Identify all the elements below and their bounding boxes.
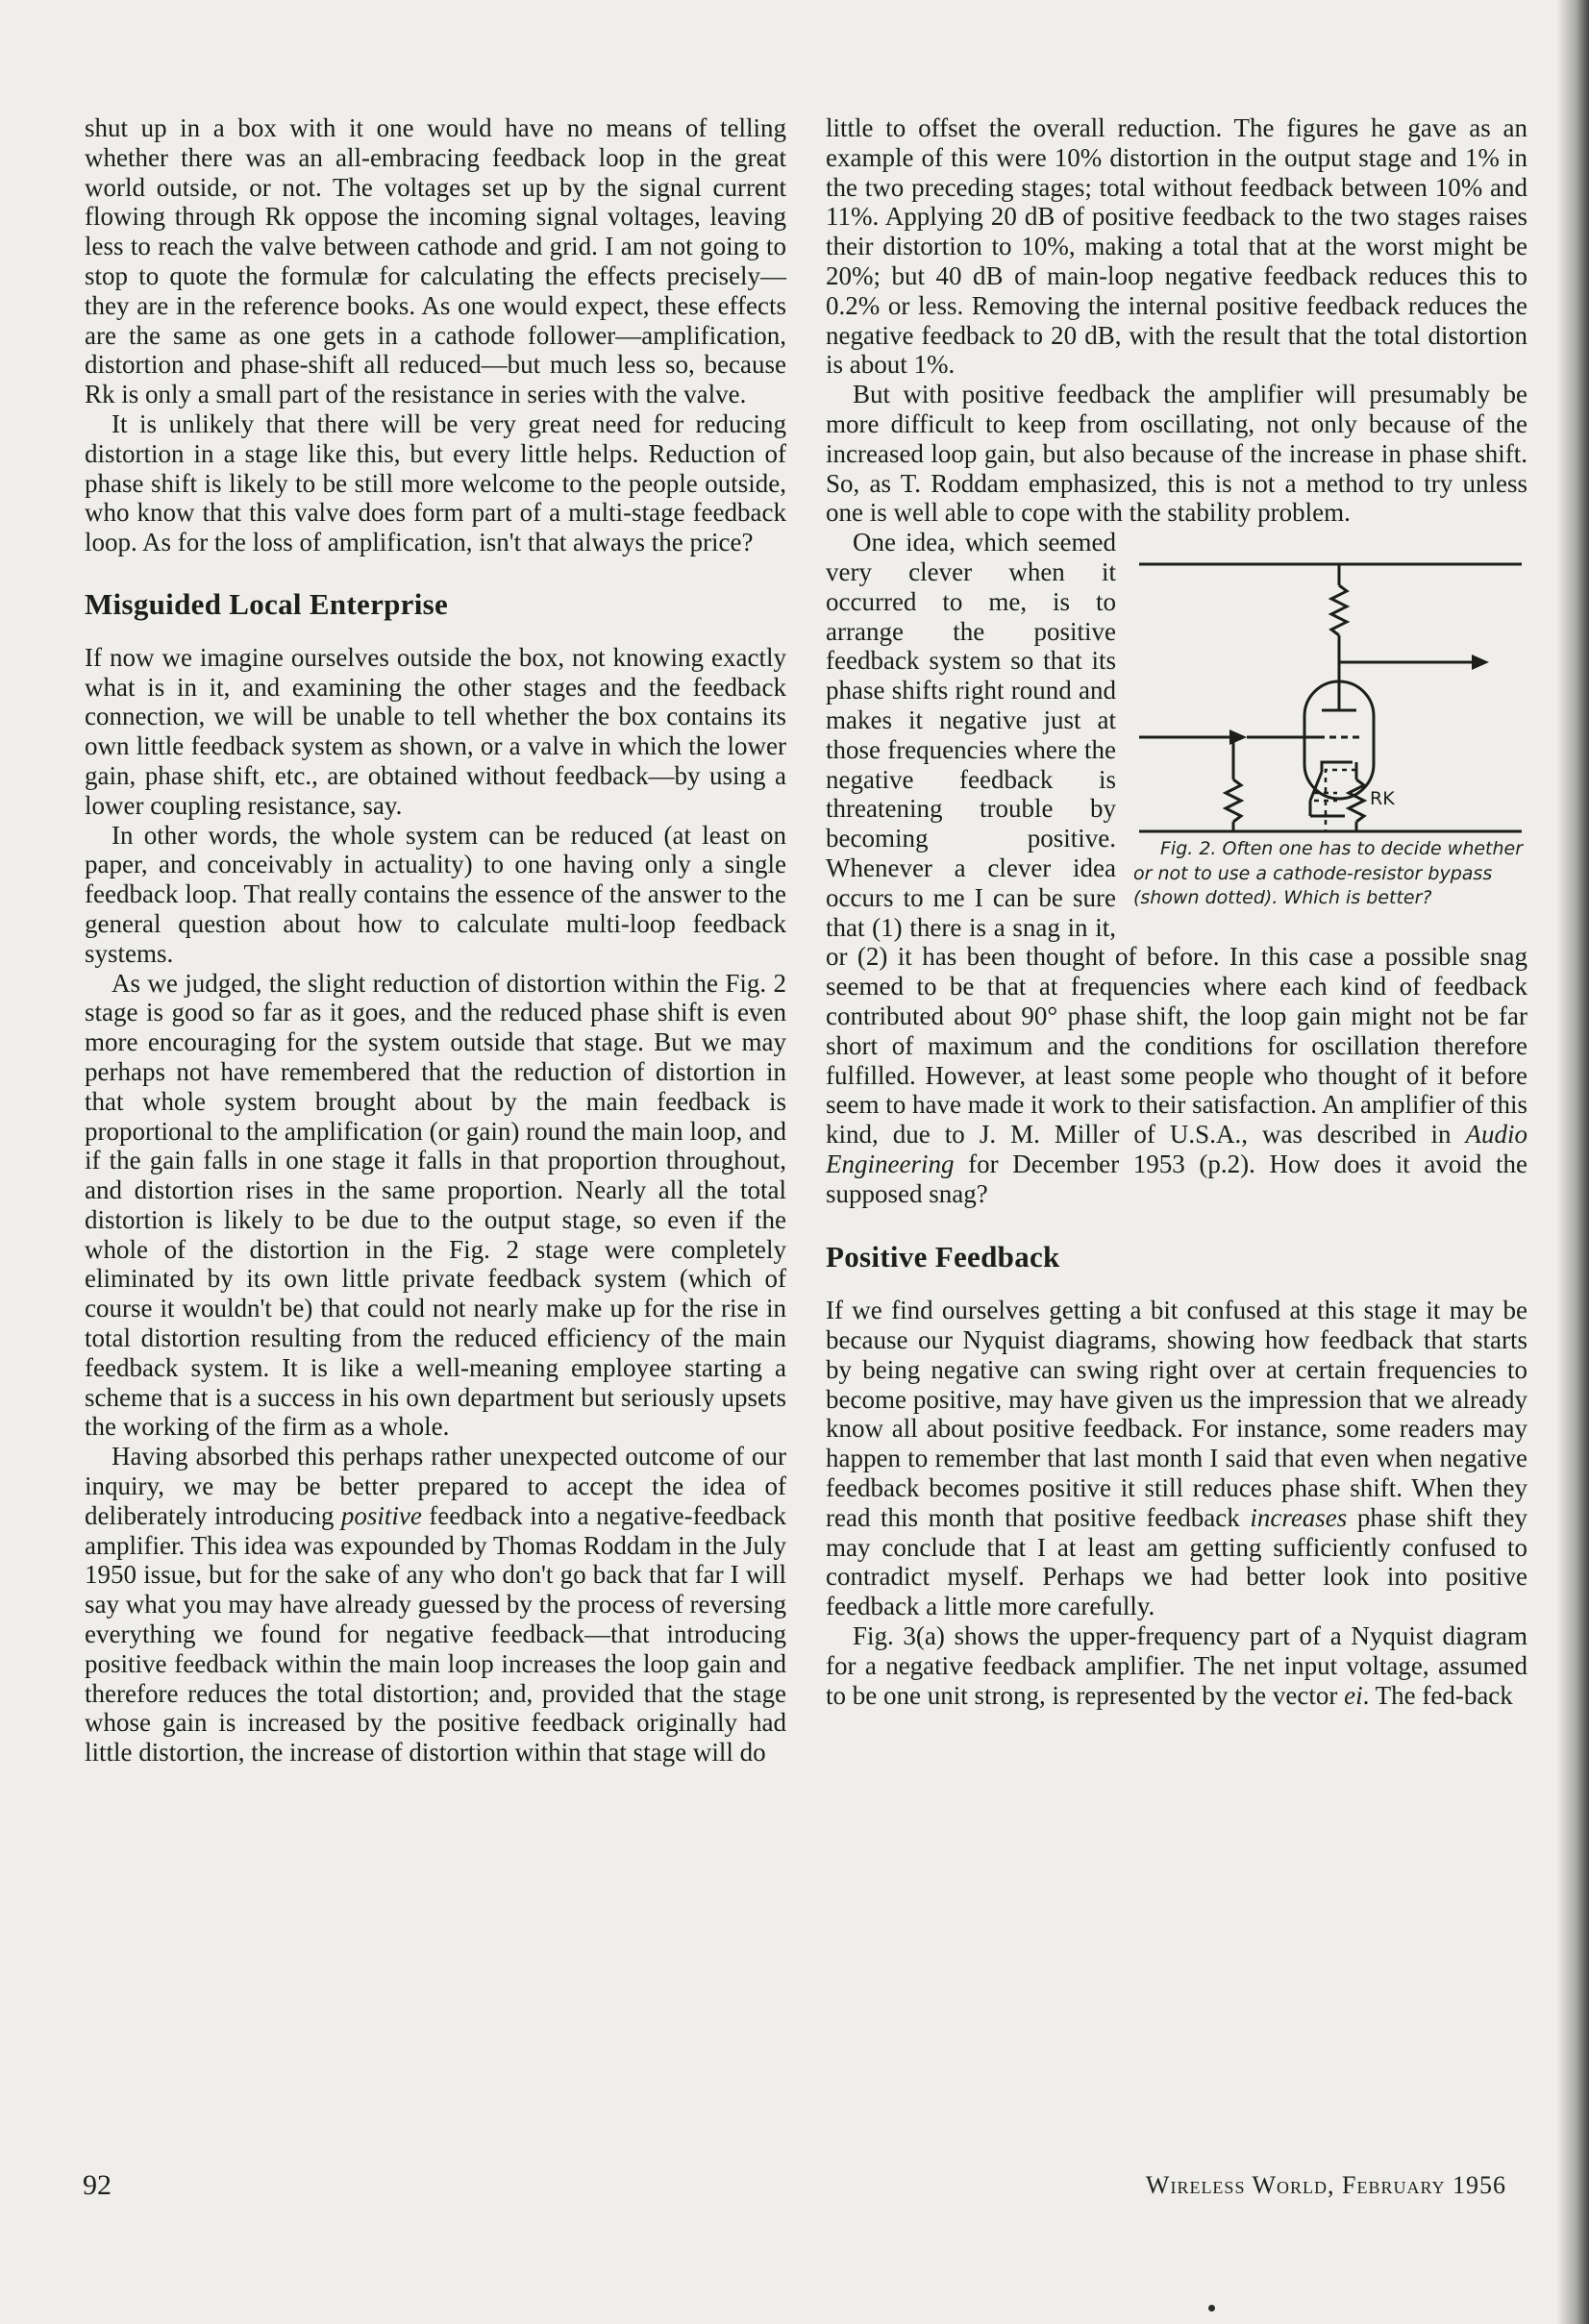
text-run: If we find ourselves getting a bit confused at this stage it may be because our Nyquist diagrams, showing how feedback that starts by being negative can swing right over at certain frequencies to become positive, may have given us the impression that we already know all about positive feedback. For instance, some readers may happen to remember that last month I said that even when negative feedback becomes positive it still reduces phase shift. When they read this month that positive feedback bbox=[826, 1296, 1527, 1532]
figure-caption: Fig. 2. Often one has to decide whether or not to use a cathode-resistor bypass (shown dotted). Which is better? bbox=[1133, 838, 1524, 909]
paragraph: If now we imagine ourselves outside the box, not knowing exactly what is in it, and examining the other stages and the feedback connection, we will be unable to tell whether the box contains its own little feedback system as shown, or a valve in which the lower gain, phase shift, etc., are obtained without feedback—by using a lower coupling resistance, say. bbox=[85, 642, 786, 820]
paragraph bbox=[85, 1442, 786, 1768]
text-run: Fig. 3(a) shows the upper-frequency part of a Nyquist diagram for a negative feedback amplifier. The net input voltage, assumed to be one unit strong, is represented by the vector bbox=[826, 1621, 1527, 1710]
page-edge-shadow bbox=[1556, 0, 1589, 2324]
emphasis: positive bbox=[340, 1500, 422, 1530]
text-run: for December 1953 (p.2). How does it avoid the supposed snag? bbox=[826, 1149, 1527, 1208]
paragraph bbox=[826, 380, 1527, 528]
text-run: feedback into a negative-feedback amplifier. This idea was expounded by Thomas Roddam in the July 1950 issue, but for the sake of any who don't go back that far I will say what you may have already guessed by the process of reversing everything we found for negative feedback—that introducing positive feedback within the main loop increases the loop gain and therefore reduces the total distortion; and, provided that the stage whose gain is increased by the positive feedback originally had little distortion, the increase of distortion within that stage will do bbox=[85, 1500, 786, 1768]
paragraph: As we judged, the slight reduction of distortion within the Fig. 2 stage is good so far as it goes, and the reduced phase shift is even more encouraging for the system outside that stage. But we may perhaps not have remembered that the reduction of distortion in that whole system brought about by the main feedback is proportional to the amplification (or gain) round the main loop, and if the gain falls in one stage it falls in that proportion throughout, and distortion rises in the same proportion. Nearly all the total distortion is likely to be due to the output stage, so even if the whole of the distortion in the Fig. 2 stage were completely eliminated by its own little private feedback system (which of course it wouldn't be) that could not nearly make up for the rise in total distortion resulting from the reduced efficiency of the main feedback system. It is like a well-meaning employee starting a scheme that is a success in his own department but seriously upsets the working of the firm as a whole. bbox=[85, 968, 786, 1442]
paragraph bbox=[826, 1621, 1527, 1710]
text-run: phase shift they may conclude that I at least am getting sufficiently confused to contradict myself. Perhaps we had better look into positive feedback a little more carefully. bbox=[826, 1502, 1527, 1621]
paragraph: little to offset the overall reduction. The figures he gave as an example of this were 10% distortion in the output stage and 1% in the two preceding stages; total without feedback between 10% and 11%. Applying 20 dB of positive feedback to the two stages raises their distortion to 10%, making a total that at the worst might be 20%; but 40 dB of main-loop negative feedback reduces this to 0.2% or less. Removing the internal positive feedback reduces the negative feedback to 20 dB, with the result that the total distortion is about 1%. bbox=[826, 113, 1527, 380]
page-number: 92 bbox=[83, 2169, 112, 2201]
emphasis: Audio Engineering bbox=[826, 1120, 1527, 1178]
scan-mark bbox=[1208, 2305, 1215, 2312]
circuit-diagram bbox=[1133, 558, 1527, 837]
text-run: But with positive feedback the amplifier will presumably be more difficult to keep from oscillating, not only because of the increased loop gain, but also because of the increase in phase shift. So, as T. Roddam emphasized, this is not a method to try unless one is well able to cope with the stability problem. bbox=[826, 380, 1527, 528]
journal-footer: Wireless World, February 1956 bbox=[1145, 2171, 1506, 2199]
left-column bbox=[85, 113, 786, 1768]
emphasis: ei bbox=[1344, 1680, 1363, 1710]
paragraph bbox=[826, 1296, 1527, 1621]
section-heading: Misguided Local Enterprise bbox=[85, 586, 449, 621]
text-run: . The fed-back bbox=[1362, 1680, 1513, 1710]
text-run: Having absorbed this perhaps rather unexpected outcome of our inquiry, we may be better prepared to accept the idea of deliberately introducing bbox=[85, 1442, 786, 1530]
right-column bbox=[826, 113, 1527, 1710]
paragraph: shut up in a box with it one would have no means of telling whether there was an all-embracing feedback loop in the great world outside, or not. The voltages set up by the signal current flowing through Rk oppose the incoming signal voltages, leaving less to reach the valve between cathode and grid. I am not going to stop to quote the formulæ for calculating the effects precisely—they are in the reference books. As one would expect, these effects are the same as one gets in a cathode follower—amplification, distortion and phase-shift all reduced—but much less so, because Rk is only a small part of the resistance in series with the valve. bbox=[85, 113, 786, 409]
figure-2 bbox=[1133, 558, 1527, 911]
section-heading: Positive Feedback bbox=[826, 1240, 1060, 1274]
rk-label: RK bbox=[1370, 788, 1395, 810]
paragraph: It is unlikely that there will be very great need for reducing distortion in a stage like this, but every little helps. Reduction of phase shift is likely to be still more welcome to the people outside, who know that this valve does form part of a multi-stage feedback loop. As for the loss of amplification, isn't that always the price? bbox=[85, 408, 786, 557]
emphasis: increases bbox=[1250, 1502, 1348, 1532]
paragraph: In other words, the whole system can be reduced (at least on paper, and conceivably in actuality) to one having only a single feedback loop. That really contains the essence of the answer to the general question about how to calculate multi-loop feedback systems. bbox=[85, 820, 786, 968]
text-run: One idea, which seemed very clever when it occurred to me, is to arrange the positive feedback system so that its phase shifts right round and makes it negative just at those frequencies where the negative feedback is threatening trouble by becoming positive. Whenever a clever idea occurs to me I can be sure that (1) there is a snag in it, or (2) it has been thought of before. In this case a possible snag seemed to be that at frequencies where each kind of feedback contributed about 90° phase shift, the loop gain might not be far short of maximum and the conditions for oscillation therefore fulfilled. However, at least some people who thought of it before seem to have made it work to their satisfaction. An amplifier of this kind, due to J. M. Miller of U.S.A., was described in bbox=[826, 528, 1527, 1150]
